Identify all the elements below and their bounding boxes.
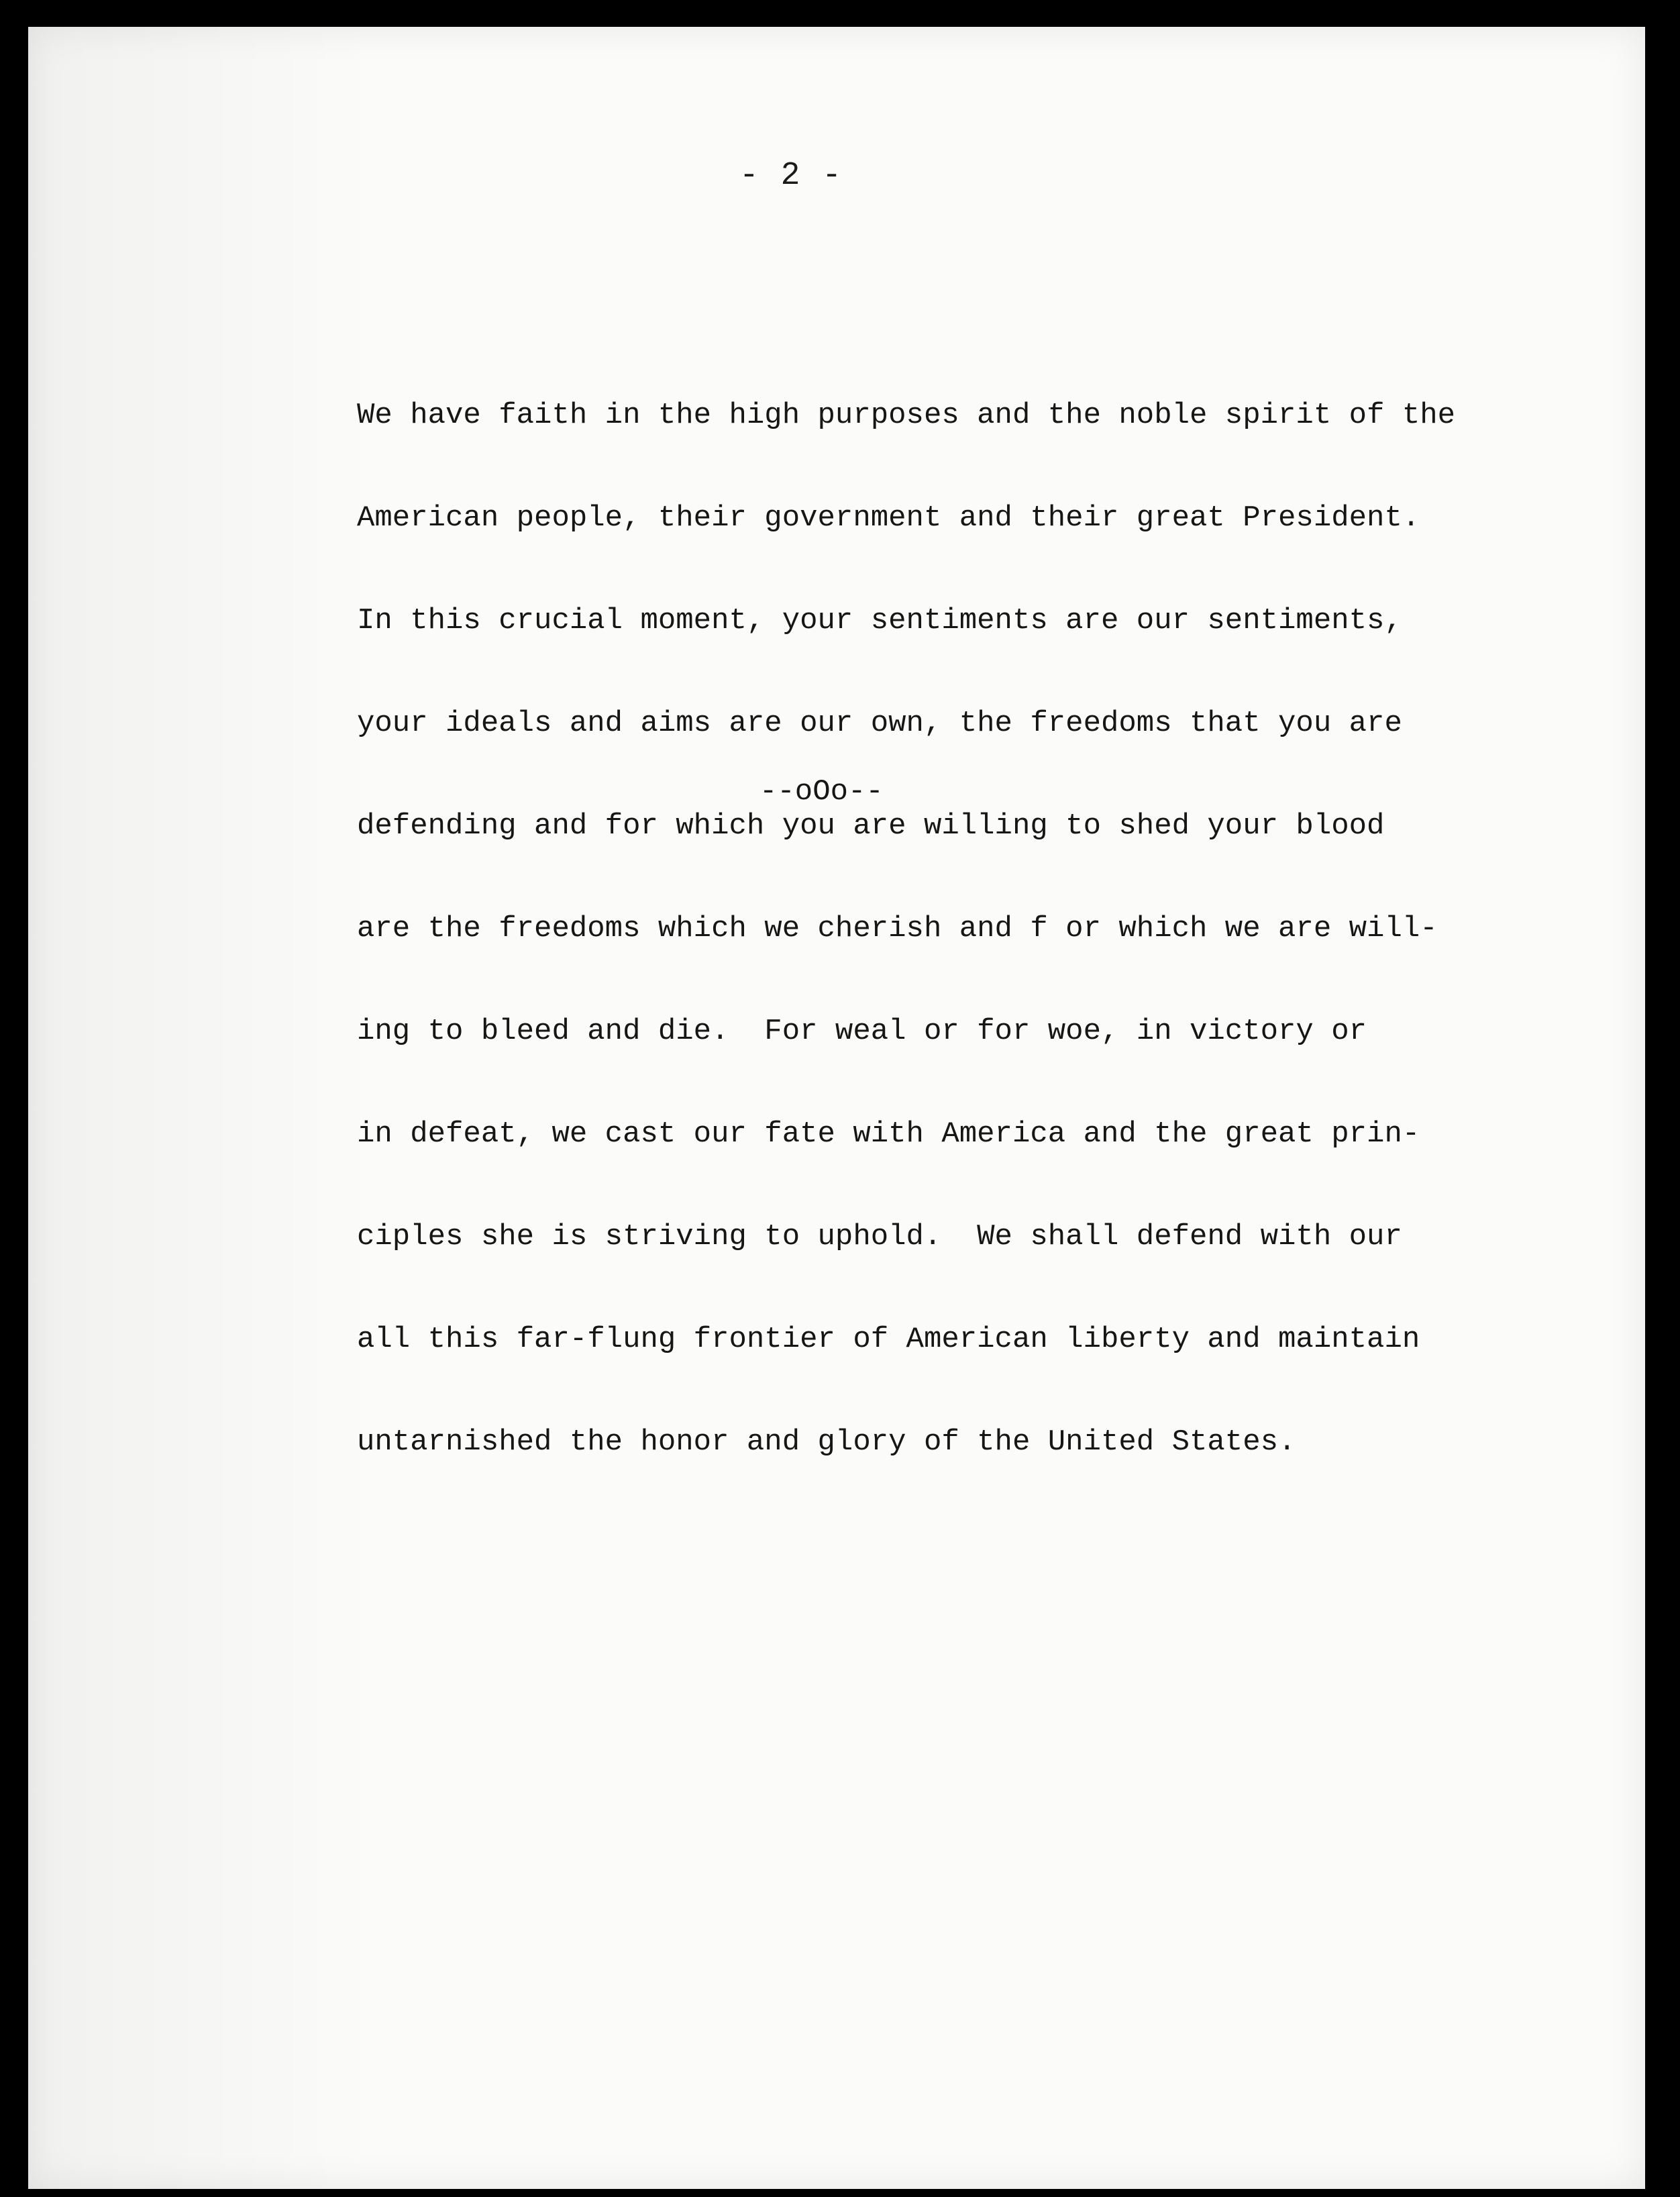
paragraph-line: ciples she is striving to uphold. We shall defend with our	[357, 1220, 1402, 1254]
page-speckle-texture	[28, 27, 377, 2189]
paragraph-line: defending and for which you are willing to shed your blood	[357, 809, 1385, 843]
paragraph-line: your ideals and aims are our own, the freedoms that you are	[357, 707, 1402, 740]
paragraph-line: In this crucial moment, your sentiments are our sentiments,	[357, 604, 1402, 637]
end-mark: --oOo--	[759, 775, 884, 809]
paragraph-line: are the freedoms which we cherish and f or which we are will-	[357, 912, 1438, 946]
paragraph-line: ing to bleed and die. For weal or for woe, in victory or	[357, 1015, 1367, 1048]
paragraph-line: in defeat, we cast our fate with America and the great prin-	[357, 1117, 1420, 1151]
document-page	[28, 27, 1645, 2189]
page-number: - 2 -	[739, 158, 843, 194]
paragraph-line: untarnished the honor and glory of the United States.	[357, 1425, 1296, 1459]
paragraph-line: all this far-flung frontier of American liberty and maintain	[357, 1323, 1420, 1356]
paragraph-line: American people, their government and their great President.	[357, 501, 1420, 535]
paragraph-line: We have faith in the high purposes and the noble spirit of the	[357, 399, 1456, 432]
body-paragraph	[357, 330, 1511, 1528]
